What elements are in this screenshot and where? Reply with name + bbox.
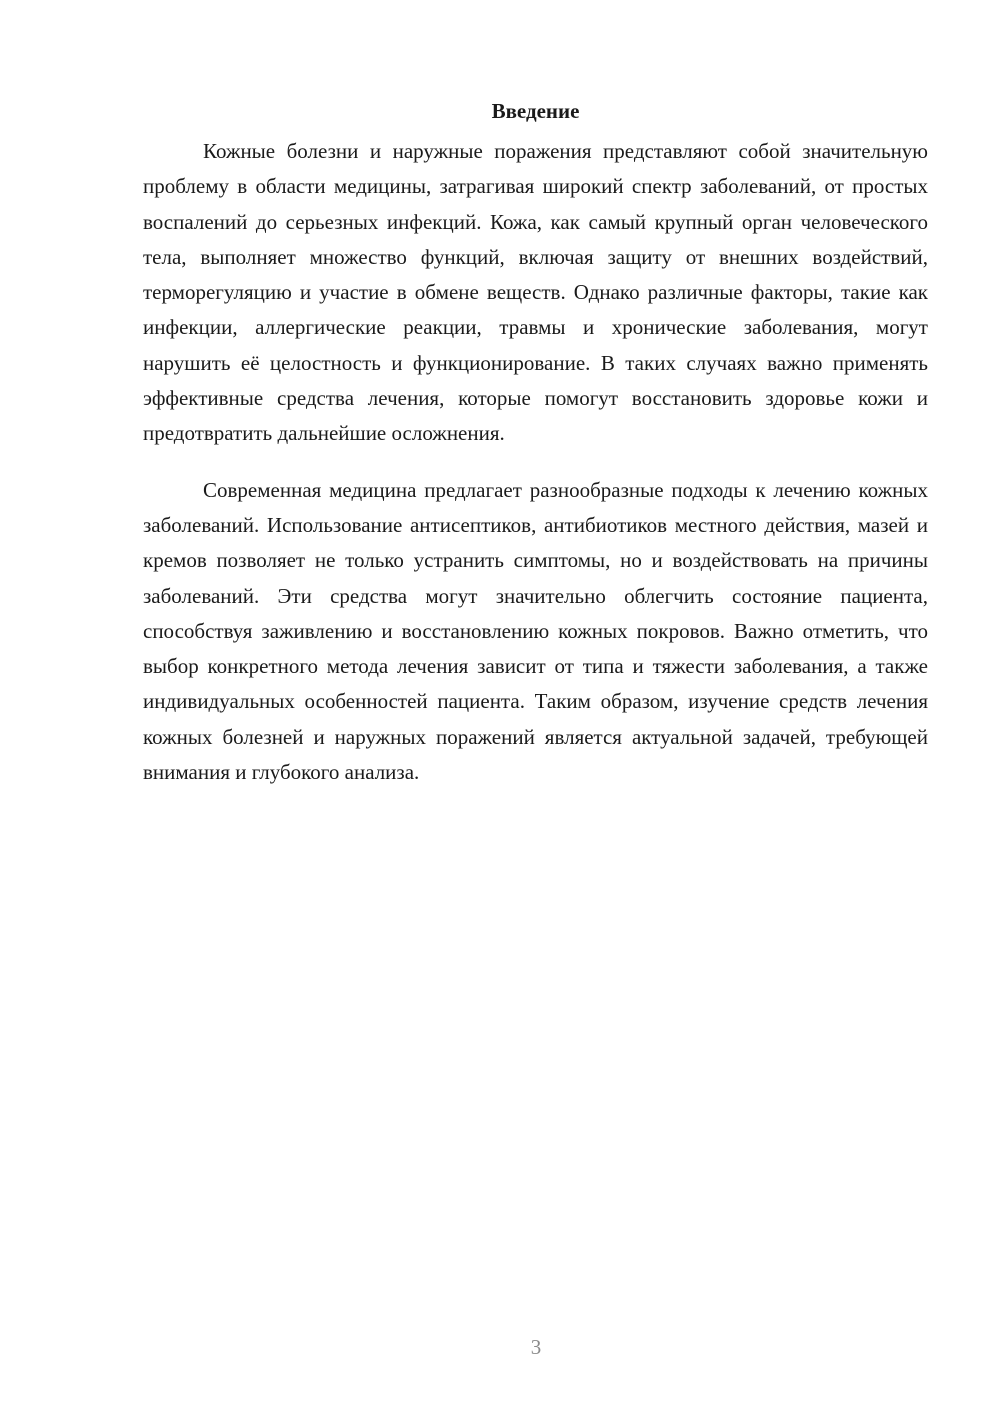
page-content <box>143 96 928 790</box>
paragraph-1: Кожные болезни и наружные поражения представляют собой значительную проблему в области медицины, затрагивая широкий спектр заболеваний, от простых воспалений до серьезных инфекций. Кожа, как самый крупный орган человеческого тела, выполняет множество функций, включая защиту от внешних воздействий, терморегуляцию и участие в обмене веществ. Однако различные факторы, такие как инфекции, аллергические реакции, травмы и хронические заболевания, могут нарушить её целостность и функционирование. В таких случаях важно применять эффективные средства лечения, которые помогут восстановить здоровье кожи и предотвратить дальнейшие осложнения. <box>143 139 928 446</box>
section-heading: Введение <box>491 99 580 123</box>
paragraph-2: Современная медицина предлагает разнообразные подходы к лечению кожных заболеваний. Использование антисептиков, антибиотиков местного действия, мазей и кремов позволяет не только устранить симптомы, но и воздействовать на причины заболеваний. Эти средства могут значительно облегчить состояние пациента, способствуя заживлению и восстановлению кожных покровов. Важно отметить, что выбор конкретного метода лечения зависит от типа и тяжести заболевания, а также индивидуальных особенностей пациента. Таким образом, изучение средств лечения кожных болезней и наружных поражений является актуальной задачей, требующей внимания и глубокого анализа. <box>143 477 928 785</box>
page-number: 3 <box>530 1335 542 1359</box>
